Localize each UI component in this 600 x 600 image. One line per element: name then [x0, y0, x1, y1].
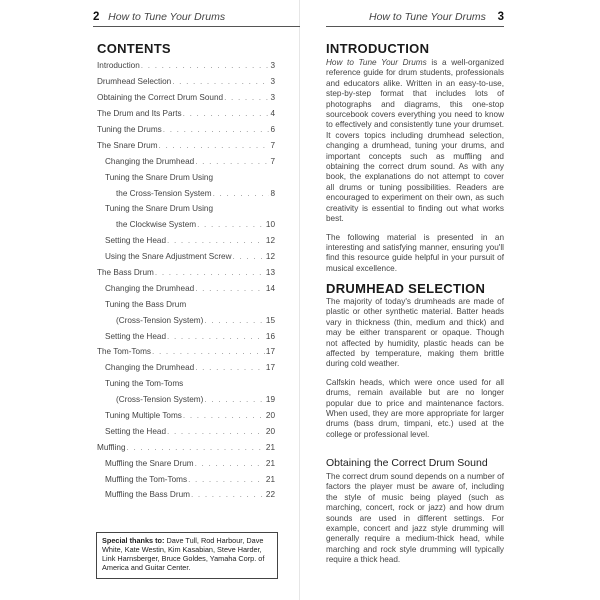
toc-entry-title: Drumhead Selection — [97, 77, 172, 87]
toc-entry-title: Tuning the Drums — [97, 125, 162, 134]
toc-leader-dots — [213, 189, 270, 198]
toc-entry-page: 7 — [270, 156, 275, 166]
toc-entry — [97, 312, 275, 328]
toc-entry-title: Muffling the Tom-Toms — [105, 474, 188, 484]
toc-entry — [97, 169, 275, 185]
toc-entry-title: Setting the Head — [105, 236, 166, 246]
toc-entry-title: Introduction — [97, 61, 140, 71]
toc-entry — [97, 201, 275, 217]
toc-leader-dots — [167, 332, 265, 341]
toc-entry-page: 7 — [270, 140, 275, 150]
obtaining-sound-body — [326, 472, 504, 574]
toc-entry-title: Tuning the Snare Drum Using — [105, 172, 214, 182]
toc-entry-page: 21 — [265, 474, 275, 484]
toc-entry-page: 21 — [265, 442, 275, 452]
toc-leader-dots — [127, 443, 265, 452]
toc-entry-title: Muffling — [97, 442, 126, 452]
toc-entry-page: 4 — [270, 109, 275, 119]
toc-entry-title: The Drum and Its Parts — [97, 109, 182, 119]
toc-leader-dots — [224, 93, 269, 102]
right-page-number: 3 — [497, 11, 504, 23]
toc-entry-title: Tuning the Tom-Toms — [105, 379, 184, 389]
intro-paragraph-1 — [326, 58, 504, 225]
toc-entry-page: 22 — [265, 490, 275, 500]
toc-entry-page: 15 — [265, 315, 275, 325]
toc-entry — [97, 185, 275, 201]
toc-entry-page: 14 — [265, 283, 275, 293]
right-page-header — [369, 11, 504, 23]
toc-entry — [97, 296, 275, 312]
right-running-title: How to Tune Your Drums — [369, 11, 486, 23]
introduction-heading: INTRODUCTION — [326, 41, 430, 56]
toc-entry-page: 20 — [265, 426, 275, 436]
toc-entry-title: Muffling the Snare Drum — [105, 458, 194, 468]
toc-entry — [97, 249, 275, 265]
toc-entry — [97, 328, 275, 344]
toc-entry-title: Setting the Head — [105, 331, 166, 341]
toc-entry-title: the Cross-Tension System — [116, 188, 212, 198]
toc-entry-title: Muffling the Bass Drum — [105, 490, 190, 500]
toc-entry-page: 12 — [265, 236, 275, 246]
toc-leader-dots — [183, 411, 265, 420]
toc-leader-dots — [152, 347, 265, 356]
toc-entry — [97, 408, 275, 424]
toc-entry-page: 10 — [265, 220, 275, 230]
toc-entry-page: 20 — [265, 411, 275, 421]
toc-entry-page: 3 — [270, 93, 275, 103]
toc-leader-dots — [172, 77, 269, 86]
thanks-text: Dave Tull, Rod Harbour, Dave White, Kate Westin, Kim Kasabian, Steve Harder, Link Harnsberger, Bruce Goldes, Yamaha Corp. of America and Guitar Center. — [102, 536, 265, 573]
drumhead-paragraph-2: Calfskin heads, which were once used for all drums, remain available but are no longer popular due to price and maintenance factors. When used, they are more appropriate for larger drums (bass drum, timpani, etc.) used at the college or professional level. — [326, 377, 504, 439]
obtaining-paragraph-1: The correct drum sound depends on a number of factors the player must be aware of, including the style of music being played (such as marching, concert, rock or jazz) and how drum sounds are used in different settings. For example, concert and jazz style drumming will generally require a medium-thick head, while marching and rock style drumming will typically require a thick head. — [326, 472, 504, 565]
toc-leader-dots — [195, 459, 265, 468]
introduction-body — [326, 58, 504, 282]
toc-entry — [97, 74, 275, 90]
toc-entry — [97, 122, 275, 138]
toc-entry-page: 13 — [265, 268, 275, 278]
toc-entry — [97, 233, 275, 249]
toc-entry-title: Tuning the Snare Drum Using — [105, 204, 214, 214]
toc-entry-page: 12 — [265, 252, 275, 262]
toc-entry-page: 6 — [270, 125, 275, 134]
toc-entry-page: 17 — [265, 347, 275, 357]
toc-entry-title: Setting the Head — [105, 426, 166, 436]
toc-entry — [97, 137, 275, 153]
drumhead-selection-body — [326, 297, 504, 448]
special-thanks-box — [96, 532, 278, 579]
left-page-header — [93, 11, 225, 23]
toc-leader-dots — [195, 363, 265, 372]
toc-entry-page: 17 — [265, 363, 275, 373]
left-running-title: How to Tune Your Drums — [108, 11, 226, 23]
toc-entry-title: Changing the Drumhead — [105, 156, 195, 166]
toc-entry — [97, 58, 275, 74]
toc-entry-title: The Tom-Toms — [97, 347, 151, 357]
toc-entry-title: Using the Snare Adjustment Screw — [105, 252, 232, 262]
toc-entry — [97, 471, 275, 487]
toc-leader-dots — [195, 157, 269, 166]
toc-leader-dots — [204, 395, 265, 404]
intro-paragraph-2: The following material is presented in an interesting and satisfying manner, ensuring you'll find this resource guide helpful in your pursuit of musical excellence. — [326, 232, 504, 273]
toc-entry — [97, 360, 275, 376]
toc-entry-title: The Snare Drum — [97, 140, 158, 150]
toc-entry-page: 8 — [270, 188, 275, 198]
toc-entry-title: Tuning the Bass Drum — [105, 299, 187, 309]
toc-entry-title: (Cross-Tension System) — [116, 395, 204, 405]
contents-title: CONTENTS — [97, 41, 171, 56]
intro-book-title: How to Tune Your Drums — [326, 58, 427, 67]
toc-entry — [97, 439, 275, 455]
drumhead-paragraph-1: The majority of today's drumheads are made of plastic or other synthetic material. Batter heads vary in thickness (thin, medium and thick) and may be either transparent or opaque. Though not affected by humidity, plastic heads can be affected by temperature, making them brittle during cold weather. — [326, 297, 504, 369]
toc-entry-page: 16 — [265, 331, 275, 341]
intro-p1-text: is a well-organized reference guide for drum students, professionals and educators alike. Written in an easy-to-use, step-by-step format that includes lots of photographs and diagrams, this one-stop sourcebook covers everything you need to know to effectively and consistently tune your drumset. It covers topics including drumhead selection, changing a drumhead, tuning your drums, and important concepts such as muffling and obtaining the correct drum sound. As with any book, the explanations do not attempt to cover all drums or tuning possibilities. Readers are encouraged to experiment on their own, as such creativity is essential to finding out what works best. — [326, 58, 504, 224]
toc-entry — [97, 90, 275, 106]
toc-leader-dots — [233, 252, 265, 261]
toc-entry — [97, 487, 275, 503]
toc-entry-title: Changing the Drumhead — [105, 363, 195, 373]
toc-entry-title: Tuning Multiple Toms — [105, 411, 182, 421]
toc-leader-dots — [167, 427, 265, 436]
toc-entry-page: 21 — [265, 458, 275, 468]
toc-entry — [97, 106, 275, 122]
right-header-rule — [326, 26, 504, 27]
toc-entry — [97, 392, 275, 408]
toc-entry-title: Obtaining the Correct Drum Sound — [97, 93, 224, 103]
toc-entry — [97, 376, 275, 392]
toc-leader-dots — [167, 236, 265, 245]
toc-entry — [97, 153, 275, 169]
left-page-number: 2 — [93, 11, 100, 23]
toc-leader-dots — [163, 125, 270, 134]
drumhead-selection-heading: DRUMHEAD SELECTION — [326, 281, 486, 296]
toc-entry-page: 19 — [265, 395, 275, 405]
toc-leader-dots — [141, 61, 270, 70]
toc-entry-title: (Cross-Tension System) — [116, 315, 204, 325]
toc-entry — [97, 265, 275, 281]
table-of-contents — [97, 58, 275, 503]
toc-leader-dots — [204, 316, 265, 325]
toc-entry-title: The Bass Drum — [97, 268, 154, 278]
thanks-label: Special thanks to: — [102, 536, 165, 545]
toc-entry-title: Changing the Drumhead — [105, 283, 195, 293]
toc-entry-page: 3 — [270, 77, 275, 87]
toc-leader-dots — [195, 284, 265, 293]
toc-entry — [97, 217, 275, 233]
toc-entry-page: 3 — [270, 61, 275, 71]
toc-entry — [97, 344, 275, 360]
toc-leader-dots — [155, 268, 265, 277]
toc-leader-dots — [183, 109, 270, 118]
toc-entry-title: the Clockwise System — [116, 220, 197, 230]
toc-leader-dots — [188, 475, 265, 484]
toc-leader-dots — [197, 220, 265, 229]
toc-entry — [97, 455, 275, 471]
toc-entry — [97, 423, 275, 439]
toc-leader-dots — [191, 490, 265, 499]
toc-entry — [97, 280, 275, 296]
obtaining-sound-heading: Obtaining the Correct Drum Sound — [326, 457, 488, 469]
toc-leader-dots — [159, 141, 270, 150]
